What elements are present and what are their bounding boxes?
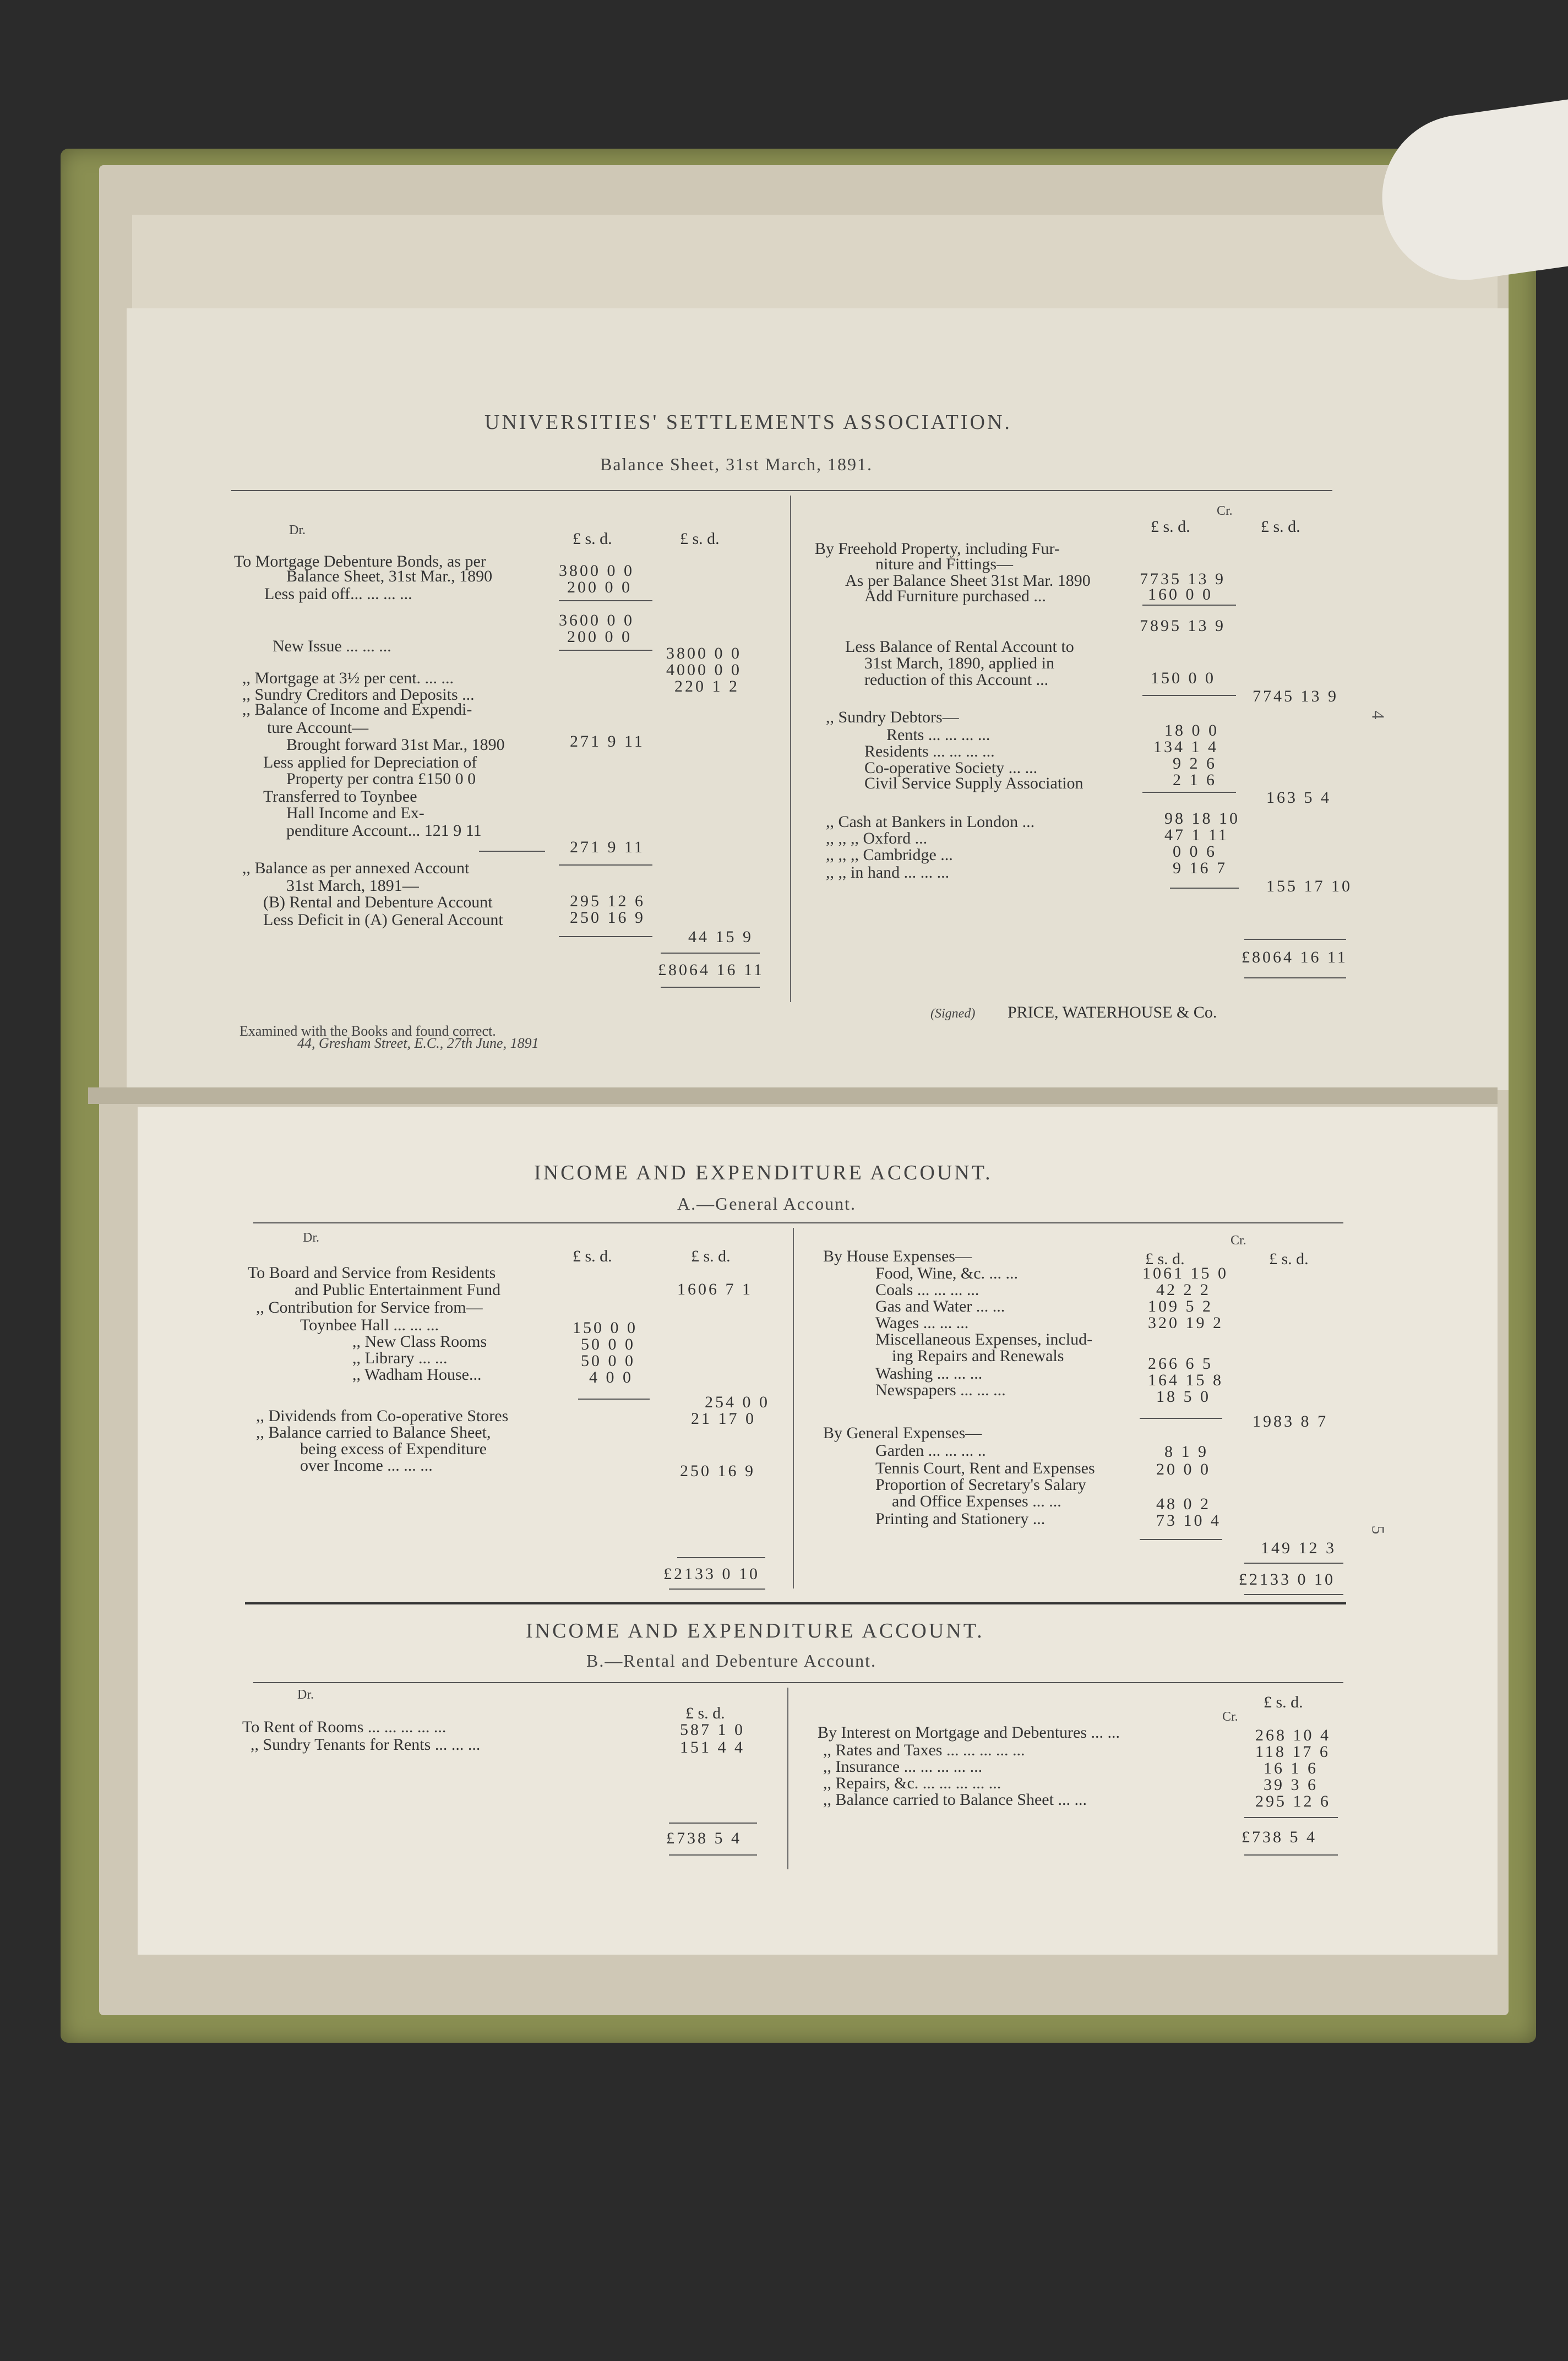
rule bbox=[1244, 977, 1346, 978]
income-a-dr: Dr. bbox=[303, 1231, 319, 1245]
income-b-rule bbox=[253, 1682, 1343, 1683]
income-a-rule bbox=[253, 1222, 1343, 1223]
balance-col-head-1: £ s. d. bbox=[573, 530, 612, 548]
rule bbox=[1244, 1854, 1338, 1856]
bl-line: (B) Rental and Debenture Account bbox=[263, 893, 493, 911]
br-c1: 9 16 7 bbox=[1173, 859, 1227, 877]
ia-rc2: 149 12 3 bbox=[1261, 1539, 1336, 1557]
bl-line: ,, Mortgage at 3½ per cent. ... ... bbox=[242, 669, 454, 687]
br-c2: 155 17 10 bbox=[1266, 877, 1352, 895]
bl-line: Property per contra £150 0 0 bbox=[286, 770, 476, 788]
income-a-col-head-3: £ s. d. bbox=[1145, 1250, 1185, 1268]
br-line: Civil Service Supply Association bbox=[864, 774, 1084, 792]
ib-rc: 268 10 4 bbox=[1255, 1726, 1331, 1744]
ia-c1: 50 0 0 bbox=[581, 1335, 635, 1353]
auditor-address: 44, Gresham Street, E.C., 27th June, 1891 bbox=[297, 1035, 539, 1051]
rule bbox=[1142, 605, 1236, 606]
bl-c1: 271 9 11 bbox=[570, 838, 645, 856]
br-c1: 2 1 6 bbox=[1173, 771, 1217, 789]
ia-c2: 1606 7 1 bbox=[677, 1280, 753, 1298]
ia-right-line: By House Expenses— bbox=[823, 1247, 972, 1265]
ia-c2: 254 0 0 bbox=[705, 1393, 770, 1411]
auditor-name: PRICE, WATERHOUSE & Co. bbox=[1008, 1003, 1217, 1021]
ia-right-line: Coals ... ... ... ... bbox=[875, 1281, 979, 1299]
ia-left-line: ,, New Class Rooms bbox=[352, 1332, 487, 1351]
rule bbox=[1170, 888, 1239, 889]
bl-c1: 3600 0 0 bbox=[559, 611, 634, 629]
br-line: ,, Cash at Bankers in London ... bbox=[826, 813, 1035, 831]
br-line: As per Balance Sheet 31st Mar. 1890 bbox=[845, 572, 1091, 590]
rule bbox=[479, 851, 545, 852]
br-line: Add Furniture purchased ... bbox=[864, 587, 1046, 605]
bl-c1: 3800 0 0 bbox=[559, 562, 634, 580]
income-a-title: INCOME AND EXPENDITURE ACCOUNT. bbox=[534, 1161, 993, 1184]
ia-rc1: 266 6 5 bbox=[1148, 1354, 1213, 1373]
br-line: ,, ,, in hand ... ... ... bbox=[826, 863, 950, 882]
bl-line: Less applied for Depreciation of bbox=[263, 753, 477, 771]
balance-title: UNIVERSITIES' SETTLEMENTS ASSOCIATION. bbox=[484, 411, 1012, 434]
balance-divider bbox=[790, 496, 791, 1002]
ia-left-line: To Board and Service from Residents bbox=[248, 1264, 496, 1282]
br-c2: 163 5 4 bbox=[1266, 788, 1331, 807]
rule bbox=[669, 1854, 757, 1856]
page-number: 5 bbox=[1368, 1525, 1389, 1535]
bl-c1: 200 0 0 bbox=[567, 628, 632, 646]
ia-rc1: 20 0 0 bbox=[1156, 1460, 1211, 1478]
bl-line: To Mortgage Debenture Bonds, as per bbox=[234, 552, 486, 570]
ia-left-line: ,, Contribution for Service from— bbox=[256, 1298, 483, 1316]
br-c1: 7895 13 9 bbox=[1140, 617, 1226, 635]
balance-cr: Cr. bbox=[1217, 504, 1233, 518]
rule bbox=[1140, 1539, 1222, 1540]
br-line: Residents ... ... ... ... bbox=[864, 742, 995, 760]
income-b-title: INCOME AND EXPENDITURE ACCOUNT. bbox=[526, 1619, 984, 1642]
ia-right-line: Miscellaneous Expenses, includ- bbox=[875, 1330, 1093, 1348]
ia-c1: 4 0 0 bbox=[589, 1368, 633, 1386]
ib-c: 151 4 4 bbox=[680, 1738, 745, 1756]
balance-rule bbox=[231, 490, 1332, 491]
ia-right-line: Garden ... ... ... .. bbox=[875, 1441, 986, 1460]
ia-left-line: and Public Entertainment Fund bbox=[295, 1281, 501, 1299]
income-b-col-head-1: £ s. d. bbox=[685, 1704, 725, 1722]
income-a-divider bbox=[793, 1228, 794, 1588]
ia-c1: 150 0 0 bbox=[573, 1319, 638, 1337]
ia-right-line: By General Expenses— bbox=[823, 1424, 982, 1442]
rule bbox=[559, 650, 652, 651]
br-line: reduction of this Account ... bbox=[864, 671, 1049, 689]
ia-right-total: £2133 0 10 bbox=[1239, 1570, 1335, 1588]
ib-c: 587 1 0 bbox=[680, 1721, 745, 1739]
ia-rc1: 8 1 9 bbox=[1164, 1443, 1208, 1461]
br-line: ,, ,, ,, Oxford ... bbox=[826, 829, 928, 847]
br-c2: 7745 13 9 bbox=[1253, 687, 1338, 705]
bl-line: penditure Account... 121 9 11 bbox=[286, 822, 482, 840]
bl-c2: 3800 0 0 bbox=[666, 644, 742, 662]
rule bbox=[1244, 1817, 1338, 1818]
income-a-subtitle: A.—General Account. bbox=[677, 1194, 857, 1214]
ib-rc: 39 3 6 bbox=[1264, 1776, 1318, 1794]
br-line: 31st March, 1890, applied in bbox=[864, 654, 1054, 672]
rule bbox=[559, 936, 652, 937]
rule bbox=[578, 1399, 650, 1400]
ia-left-line: ,, Library ... ... bbox=[352, 1349, 448, 1367]
br-line: Co-operative Society ... ... bbox=[864, 759, 1038, 777]
balance-subtitle: Balance Sheet, 31st March, 1891. bbox=[600, 454, 873, 474]
bl-line: ,, Sundry Creditors and Deposits ... bbox=[242, 686, 475, 704]
ia-right-line: Tennis Court, Rent and Expenses bbox=[875, 1459, 1095, 1477]
br-c1: 150 0 0 bbox=[1151, 669, 1216, 687]
income-a-col-head-1: £ s. d. bbox=[573, 1247, 612, 1265]
bl-line: ,, Balance as per annexed Account bbox=[242, 859, 470, 877]
rule bbox=[1142, 792, 1236, 793]
page-number: 4 bbox=[1368, 710, 1389, 720]
ia-right-line: Proportion of Secretary's Salary bbox=[875, 1476, 1086, 1494]
ia-rc1: 48 0 2 bbox=[1156, 1495, 1211, 1513]
ib-rc: 295 12 6 bbox=[1255, 1792, 1331, 1810]
ia-left-line: over Income ... ... ... bbox=[300, 1456, 433, 1475]
book-gutter bbox=[88, 1087, 1498, 1104]
bl-c1: 271 9 11 bbox=[570, 732, 645, 750]
bl-line: Brought forward 31st Mar., 1890 bbox=[286, 736, 505, 754]
rule bbox=[1244, 1594, 1343, 1595]
signed-label: (Signed) bbox=[930, 1007, 976, 1021]
bl-line: Balance Sheet, 31st Mar., 1890 bbox=[286, 567, 493, 585]
rule bbox=[1140, 1418, 1222, 1419]
ia-c2: 21 17 0 bbox=[691, 1410, 756, 1428]
ia-left-line: ,, Dividends from Co-operative Stores bbox=[256, 1407, 509, 1425]
bl-c2: 220 1 2 bbox=[674, 677, 739, 695]
balance-col-head-3: £ s. d. bbox=[1151, 518, 1190, 536]
income-b-divider bbox=[787, 1688, 788, 1869]
rule bbox=[1244, 1563, 1343, 1564]
income-a-col-head-2: £ s. d. bbox=[691, 1247, 731, 1265]
ia-left-line: Toynbee Hall ... ... ... bbox=[300, 1316, 439, 1334]
ia-rc1: 320 19 2 bbox=[1148, 1314, 1223, 1332]
bl-line: Less paid off... ... ... ... bbox=[264, 585, 412, 603]
rule bbox=[559, 600, 652, 601]
balance-col-head-2: £ s. d. bbox=[680, 530, 720, 548]
ia-c1: 50 0 0 bbox=[581, 1352, 635, 1370]
ia-rc1: 42 2 2 bbox=[1156, 1281, 1211, 1299]
ib-right-line: By Interest on Mortgage and Debentures ... ... bbox=[818, 1723, 1120, 1742]
ia-right-line: Washing ... ... ... bbox=[875, 1364, 983, 1383]
ib-right-total: £738 5 4 bbox=[1242, 1828, 1317, 1846]
rule bbox=[661, 987, 760, 988]
ib-left-line: ,, Sundry Tenants for Rents ... ... ... bbox=[251, 1736, 481, 1754]
balance-dr: Dr. bbox=[289, 523, 306, 537]
rule bbox=[559, 864, 652, 866]
ia-right-line: Gas and Water ... ... bbox=[875, 1297, 1005, 1315]
income-a-cr: Cr. bbox=[1231, 1233, 1246, 1248]
br-line: ,, ,, ,, Cambridge ... bbox=[826, 846, 953, 864]
br-c1: 0 0 6 bbox=[1173, 842, 1217, 861]
ib-left-total: £738 5 4 bbox=[666, 1829, 742, 1847]
section-rule bbox=[245, 1602, 1346, 1604]
income-b-col-head-2: £ s. d. bbox=[1264, 1693, 1303, 1711]
ia-c2: 250 16 9 bbox=[680, 1462, 755, 1480]
bl-line: 31st March, 1891— bbox=[286, 877, 419, 895]
page-edges bbox=[132, 215, 1498, 314]
bl-c1: 295 12 6 bbox=[570, 892, 645, 910]
br-line: By Freehold Property, including Fur- bbox=[815, 540, 1060, 558]
bl-line: ture Account— bbox=[267, 719, 369, 737]
br-line: Less Balance of Rental Account to bbox=[845, 638, 1074, 656]
ib-rc: 16 1 6 bbox=[1264, 1759, 1318, 1777]
br-line: ,, Sundry Debtors— bbox=[826, 708, 959, 726]
br-c1: 47 1 11 bbox=[1164, 826, 1229, 844]
br-total: £8064 16 11 bbox=[1242, 948, 1348, 966]
income-b-subtitle: B.—Rental and Debenture Account. bbox=[586, 1651, 876, 1671]
br-c1: 18 0 0 bbox=[1164, 721, 1219, 739]
bl-c1: 200 0 0 bbox=[567, 578, 632, 596]
ia-left-line: ,, Wadham House... bbox=[352, 1366, 482, 1384]
ia-left-line: ,, Balance carried to Balance Sheet, bbox=[256, 1423, 491, 1441]
bl-line: ,, Balance of Income and Expendi- bbox=[242, 700, 472, 719]
income-a-col-head-4: £ s. d. bbox=[1269, 1250, 1309, 1268]
bl-c1: 250 16 9 bbox=[570, 909, 645, 927]
br-c1: 160 0 0 bbox=[1148, 585, 1213, 603]
br-line: niture and Fittings— bbox=[875, 555, 1013, 573]
bl-line: Hall Income and Ex- bbox=[286, 804, 424, 822]
ia-rc2: 1983 8 7 bbox=[1253, 1412, 1328, 1430]
br-c1: 98 18 10 bbox=[1164, 809, 1240, 828]
ib-left-line: To Rent of Rooms ... ... ... ... ... bbox=[242, 1718, 447, 1736]
bl-total: £8064 16 11 bbox=[658, 961, 764, 979]
ia-left-total: £2133 0 10 bbox=[663, 1565, 760, 1583]
ib-right-line: ,, Repairs, &c. ... ... ... ... ... bbox=[823, 1774, 1001, 1792]
examined-note: Examined with the Books and found correct. bbox=[239, 1023, 496, 1039]
bl-c2: 44 15 9 bbox=[688, 928, 753, 946]
ia-right-line: and Office Expenses ... ... bbox=[892, 1492, 1061, 1510]
ib-right-line: ,, Rates and Taxes ... ... ... ... ... bbox=[823, 1741, 1025, 1759]
rule bbox=[669, 1588, 765, 1590]
rule bbox=[669, 1823, 757, 1824]
ia-rc1: 73 10 4 bbox=[1156, 1511, 1221, 1530]
income-b-dr: Dr. bbox=[297, 1688, 314, 1702]
rule bbox=[1244, 939, 1346, 940]
ib-rc: 118 17 6 bbox=[1255, 1743, 1330, 1761]
ib-right-line: ,, Balance carried to Balance Sheet ... ... bbox=[823, 1791, 1087, 1809]
balance-col-head-4: £ s. d. bbox=[1261, 518, 1300, 536]
bl-line: Less Deficit in (A) General Account bbox=[263, 911, 503, 929]
ia-right-line: Wages ... ... ... bbox=[875, 1314, 969, 1332]
br-c1: 9 2 6 bbox=[1173, 754, 1217, 773]
bl-line: New Issue ... ... ... bbox=[273, 637, 391, 655]
ib-right-line: ,, Insurance ... ... ... ... ... bbox=[823, 1758, 983, 1776]
rule bbox=[1142, 695, 1236, 696]
rule bbox=[677, 1557, 765, 1558]
ia-right-line: Printing and Stationery ... bbox=[875, 1510, 1046, 1528]
income-expenditure-page bbox=[138, 1107, 1498, 1955]
income-b-cr: Cr. bbox=[1222, 1710, 1238, 1724]
bl-c2: 4000 0 0 bbox=[666, 661, 742, 679]
ia-rc1: 109 5 2 bbox=[1148, 1297, 1213, 1315]
br-c1: 7735 13 9 bbox=[1140, 570, 1226, 588]
rule bbox=[661, 953, 760, 954]
ia-rc1: 164 15 8 bbox=[1148, 1371, 1223, 1389]
br-line: Rents ... ... ... ... bbox=[886, 726, 990, 744]
ia-right-line: ing Repairs and Renewals bbox=[892, 1347, 1064, 1365]
ia-rc1: 18 5 0 bbox=[1156, 1388, 1211, 1406]
ia-right-line: Food, Wine, &c. ... ... bbox=[875, 1264, 1019, 1282]
br-c1: 134 1 4 bbox=[1153, 738, 1218, 756]
ia-rc1: 1061 15 0 bbox=[1142, 1264, 1228, 1282]
ia-left-line: being excess of Expenditure bbox=[300, 1440, 487, 1458]
ia-right-line: Newspapers ... ... ... bbox=[875, 1381, 1006, 1399]
bl-line: Transferred to Toynbee bbox=[263, 787, 417, 806]
